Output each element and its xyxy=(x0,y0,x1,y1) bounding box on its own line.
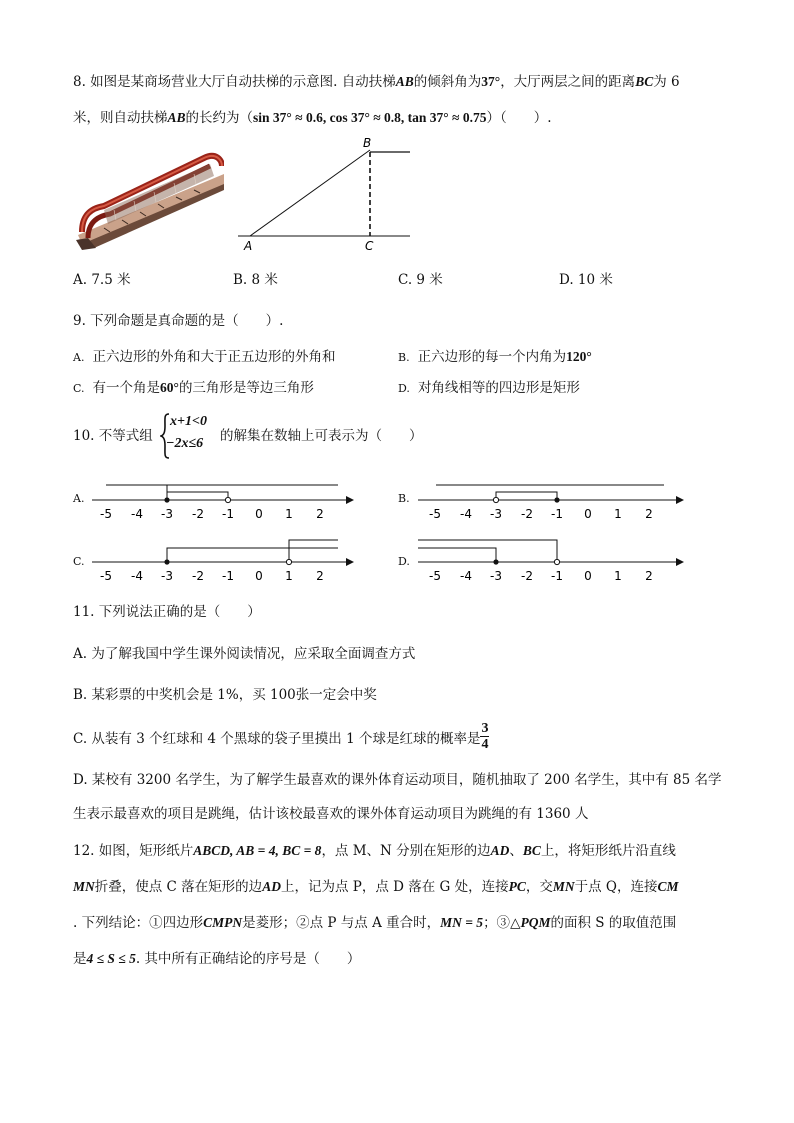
point-c-label: C xyxy=(365,239,374,253)
tick-label: 0 xyxy=(255,569,263,583)
tick-label: -2 xyxy=(521,507,533,521)
tick-label: -1 xyxy=(551,507,563,521)
q8-line1: 8. 如图是某商场营业大厅自动扶梯的示意图. 自动扶梯AB的倾斜角为37°，大厅两层之间的距离BC为 6 xyxy=(73,74,680,90)
q8-option-b[interactable]: B. 8 米 xyxy=(233,272,278,288)
escalator-diagram xyxy=(232,134,412,254)
tick-label: -5 xyxy=(100,507,112,521)
tick-label: -1 xyxy=(551,569,563,583)
tick-label: 2 xyxy=(645,569,653,583)
q8-option-c[interactable]: C. 9 米 xyxy=(398,272,443,288)
tick-label: -3 xyxy=(161,507,173,521)
inequality-system: x+1<0 −2x≤6 xyxy=(160,412,220,460)
q11-option-a[interactable]: A. 为了解我国中学生课外阅读情况，应采取全面调查方式 xyxy=(73,646,416,662)
number-line-d[interactable] xyxy=(414,534,686,584)
tick-label: 2 xyxy=(316,569,324,583)
tick-label: -2 xyxy=(521,569,533,583)
tick-label: 0 xyxy=(584,569,592,583)
q10-stem-pre: 10. 不等式组 xyxy=(73,428,153,444)
q12-line3: . 下列结论：①四边形CMPN是菱形；②点 P 与点 A 重合时，MN = 5；③△PQM的面积 S 的取值范围 xyxy=(73,915,677,931)
tick-label: -5 xyxy=(100,569,112,583)
tick-label: -4 xyxy=(131,507,143,521)
q9-option-d[interactable]: D. 对角线相等的四边形是矩形 xyxy=(398,380,580,396)
q8-line2: 米，则自动扶梯AB的长约为（sin 37° ≈ 0.6, cos 37° ≈ 0.8, tan 37° ≈ 0.75）（ ）. xyxy=(73,110,552,126)
tick-label: -2 xyxy=(192,569,204,583)
q11-option-c[interactable]: C. 从装有 3 个红球和 4 个黑球的袋子里摸出 1 个球是红球的概率是 $\frac{3}{4}$ xyxy=(73,721,489,752)
q9-option-c[interactable]: C. 有一个角是60°的三角形是等边三角形 xyxy=(73,380,314,396)
tick-label: -4 xyxy=(131,569,143,583)
tick-label: 1 xyxy=(285,507,293,521)
tick-label: -3 xyxy=(490,569,502,583)
q9-option-a[interactable]: A. 正六边形的外角和大于正五边形的外角和 xyxy=(73,349,336,365)
q12-line1: 12. 如图，矩形纸片ABCD, AB = 4, BC = 8，点 M、N 分别在矩形的边AD、BC上，将矩形纸片沿直线 xyxy=(73,843,676,859)
tick-label: 1 xyxy=(614,569,622,583)
tick-label: 0 xyxy=(255,507,263,521)
number-line-b[interactable] xyxy=(414,472,686,522)
tick-label: -3 xyxy=(490,507,502,521)
tick-label: 1 xyxy=(614,507,622,521)
point-b-label: B xyxy=(363,136,372,150)
q10-stem-post: 的解集在数轴上可表示为（ ） xyxy=(220,428,423,444)
q12-line4: 是4 ≤ S ≤ 5. 其中所有正确结论的序号是（ ） xyxy=(73,951,361,967)
tick-label: 2 xyxy=(316,507,324,521)
tick-label: 0 xyxy=(584,507,592,521)
tick-label: 2 xyxy=(645,507,653,521)
tick-label: -1 xyxy=(222,507,234,521)
number-line-a[interactable] xyxy=(88,472,358,522)
q9-stem: 9. 下列命题是真命题的是（ ）. xyxy=(73,313,284,329)
q11-option-b[interactable]: B. 某彩票的中奖机会是 1%，买 100张一定会中奖 xyxy=(73,687,377,703)
q12-line2: MN折叠，使点 C 落在矩形的边AD上，记为点 P，点 D 落在 G 处，连接PC，交MN于点 Q，连接CM xyxy=(73,879,679,895)
tick-label: -3 xyxy=(161,569,173,583)
tick-label: 1 xyxy=(285,569,293,583)
q11-stem: 11. 下列说法正确的是（ ） xyxy=(73,604,261,620)
tick-label: -5 xyxy=(429,507,441,521)
tick-label: -4 xyxy=(460,507,472,521)
tick-label: -5 xyxy=(429,569,441,583)
escalator-photo xyxy=(74,140,224,252)
tick-label: -1 xyxy=(222,569,234,583)
q11-option-d-line1[interactable]: D. 某校有 3200 名学生，为了解学生最喜欢的课外体育运动项目，随机抽取了 200 名学生，其中有 85 名学 xyxy=(73,772,722,788)
point-a-label: A xyxy=(244,239,253,253)
q10-option-b-label[interactable]: B. xyxy=(398,492,410,505)
q9-option-b[interactable]: B. 正六边形的每一个内角为120° xyxy=(398,349,592,365)
q10-option-c-label[interactable]: C. xyxy=(73,555,85,568)
number-line-c[interactable] xyxy=(88,534,358,584)
q10-option-a-label[interactable]: A. xyxy=(73,492,85,505)
q11-option-d-line2[interactable]: 生表示最喜欢的项目是跳绳，估计该校最喜欢的课外体育运动项目为跳绳的有 1360 人 xyxy=(73,806,589,822)
tick-label: -2 xyxy=(192,507,204,521)
q8-option-d[interactable]: D. 10 米 xyxy=(559,272,613,288)
q8-option-a[interactable]: A. 7.5 米 xyxy=(73,272,131,288)
tick-label: -4 xyxy=(460,569,472,583)
q10-option-d-label[interactable]: D. xyxy=(398,555,410,568)
